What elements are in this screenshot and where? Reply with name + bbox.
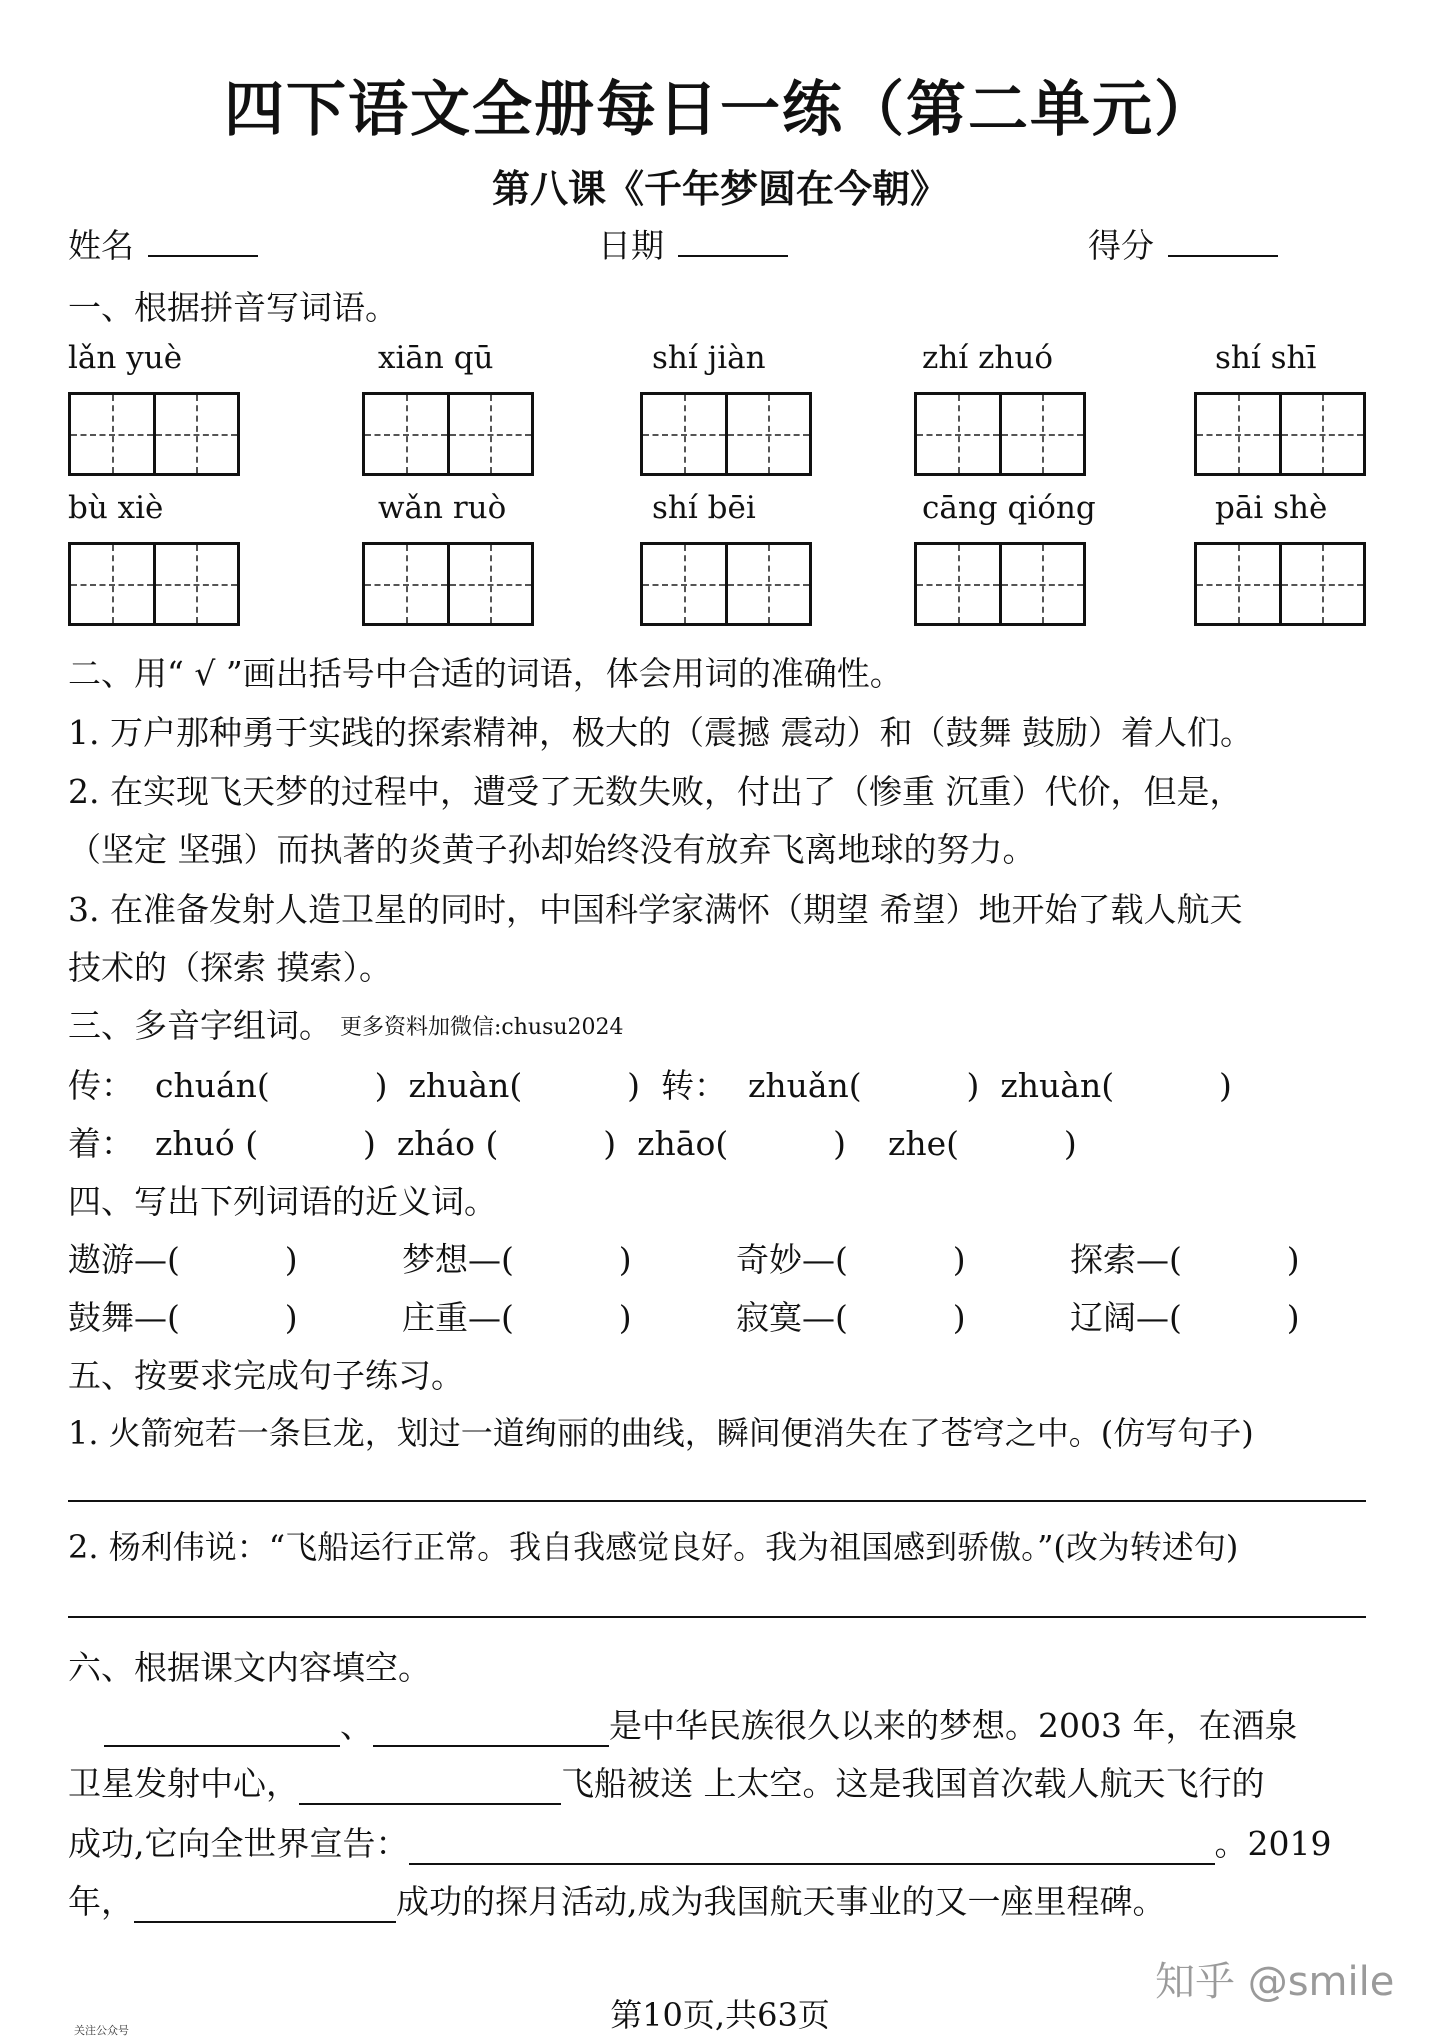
synonym-item: 辽阔—( ) (1070, 1298, 1300, 1337)
fill-blank[interactable] (104, 1713, 340, 1747)
section5-heading: 五、按要求完成句子练习。 (68, 1356, 464, 1395)
section2-q1: 1. 万户那种勇于实践的探索精神，极大的（震撼 震动）和（鼓舞 鼓励）着人们。 (68, 713, 1253, 752)
writing-grid[interactable] (362, 542, 534, 626)
synonym-item: 庄重—( ) (402, 1298, 632, 1337)
name-blank (148, 227, 258, 257)
answer-line[interactable] (68, 1500, 1366, 1502)
fill-text: 年， (68, 1882, 134, 1921)
pinyin-2-2: wǎn ruò (378, 490, 507, 526)
section4-heading: 四、写出下列词语的近义词。 (68, 1182, 497, 1221)
fill-blank[interactable] (373, 1713, 609, 1747)
pinyin-2-5: pāi shè (1215, 490, 1328, 526)
synonym-item: 鼓舞—( ) (68, 1298, 298, 1337)
synonym-item: 梦想—( ) (402, 1240, 632, 1279)
separator-text: 、 (340, 1706, 373, 1745)
pinyin-1-2: xiān qū (378, 340, 494, 376)
pinyin-1-4: zhí zhuó (922, 340, 1053, 376)
writing-grid[interactable] (640, 392, 812, 476)
writing-grid[interactable] (640, 542, 812, 626)
fill-text: 卫星发射中心， (68, 1764, 299, 1803)
fill-text: 。2019 (1214, 1824, 1332, 1863)
fill-paragraph-line3 (68, 1818, 1331, 1865)
section2-q2-line2: （坚定 坚强）而执著的炎黄子孙却始终没有放弃飞离地球的努力。 (68, 830, 1036, 869)
page-title: 四下语文全册每日一练（第二单元） (224, 75, 1216, 145)
pinyin-2-4: cāng qióng (922, 490, 1096, 526)
writing-grid[interactable] (914, 542, 1086, 626)
polyphone-row-1: 传： chuán( ) zhuàn( ) 转： zhuǎn( ) zhuàn( ) (68, 1066, 1232, 1105)
writing-grid[interactable] (1194, 542, 1366, 626)
synonym-item: 寂寞—( ) (736, 1298, 966, 1337)
synonym-item: 奇妙—( ) (736, 1240, 966, 1279)
section1-heading: 一、根据拼音写词语。 (68, 288, 398, 327)
synonym-item: 遨游—( ) (68, 1240, 298, 1279)
writing-grid[interactable] (1194, 392, 1366, 476)
section6-heading: 六、根据课文内容填空。 (68, 1648, 431, 1687)
section5-q2: 2. 杨利伟说：“飞船运行正常。我自我感觉良好。我为祖国感到骄傲。”(改为转述句) (68, 1528, 1239, 1566)
date-blank (678, 227, 788, 257)
polyphone-row-2: 着： zhuó ( ) zháo ( ) zhāo( ) zhe( ) (68, 1124, 1077, 1163)
section2-q3-line2: 技术的（探索 摸索）。 (68, 948, 392, 987)
fill-paragraph-line1 (104, 1700, 1297, 1747)
name-label: 姓名 (68, 226, 134, 265)
section2-q3-line1: 3. 在准备发射人造卫星的同时，中国科学家满怀（期望 希望）地开始了载人航天 (68, 890, 1243, 929)
pinyin-2-1: bù xiè (68, 490, 164, 526)
name-field (68, 220, 258, 267)
section3-heading: 三、多音字组词。 (68, 1006, 332, 1045)
pinyin-1-3: shí jiàn (652, 340, 766, 376)
fill-paragraph-line2 (68, 1758, 1265, 1805)
score-field (1088, 220, 1278, 267)
watermark: 知乎 @smile (1155, 1959, 1395, 2005)
pinyin-2-3: shí bēi (652, 490, 756, 526)
date-field (598, 220, 788, 267)
answer-line[interactable] (68, 1616, 1366, 1618)
fill-blank[interactable] (409, 1831, 1215, 1865)
fill-text: 飞船被送 上太空。这是我国首次载人航天飞行的 (561, 1764, 1265, 1803)
fill-text: 成功,它向全世界宣告： (68, 1824, 409, 1863)
section2-q2-line1: 2. 在实现飞天梦的过程中，遭受了无数失败，付出了（惨重 沉重）代价，但是， (68, 772, 1243, 811)
fill-blank[interactable] (299, 1771, 561, 1805)
section2-heading: 二、用“ √ ”画出括号中合适的词语，体会用词的准确性。 (68, 654, 903, 693)
lesson-subtitle: 第八课《千年梦圆在今朝》 (491, 166, 948, 211)
pinyin-1-1: lǎn yuè (68, 340, 183, 376)
date-label: 日期 (598, 226, 664, 265)
section5-q1: 1. 火箭宛若一条巨龙，划过一道绚丽的曲线，瞬间便消失在了苍穹之中。(仿写句子) (68, 1414, 1254, 1452)
fill-text: 成功的探月活动,成为我国航天事业的又一座里程碑。 (396, 1882, 1166, 1921)
writing-grid[interactable] (68, 392, 240, 476)
section3-heading-line (68, 1000, 624, 1047)
writing-grid[interactable] (362, 392, 534, 476)
fill-blank[interactable] (134, 1889, 396, 1923)
writing-grid[interactable] (68, 542, 240, 626)
page-number: 第10页,共63页 (610, 1996, 830, 2034)
pinyin-1-5: shí shī (1215, 340, 1317, 376)
fill-text: 是中华民族很久以来的梦想。2003 年，在酒泉 (609, 1706, 1298, 1745)
writing-grid[interactable] (914, 392, 1086, 476)
score-label: 得分 (1088, 226, 1154, 265)
fill-paragraph-line4 (68, 1876, 1166, 1923)
corner-note: 关注公众号 (74, 2024, 129, 2037)
synonym-item: 探索—( ) (1070, 1240, 1300, 1279)
contact-note: 更多资料加微信:chusu2024 (340, 1015, 624, 1040)
score-blank (1168, 227, 1278, 257)
